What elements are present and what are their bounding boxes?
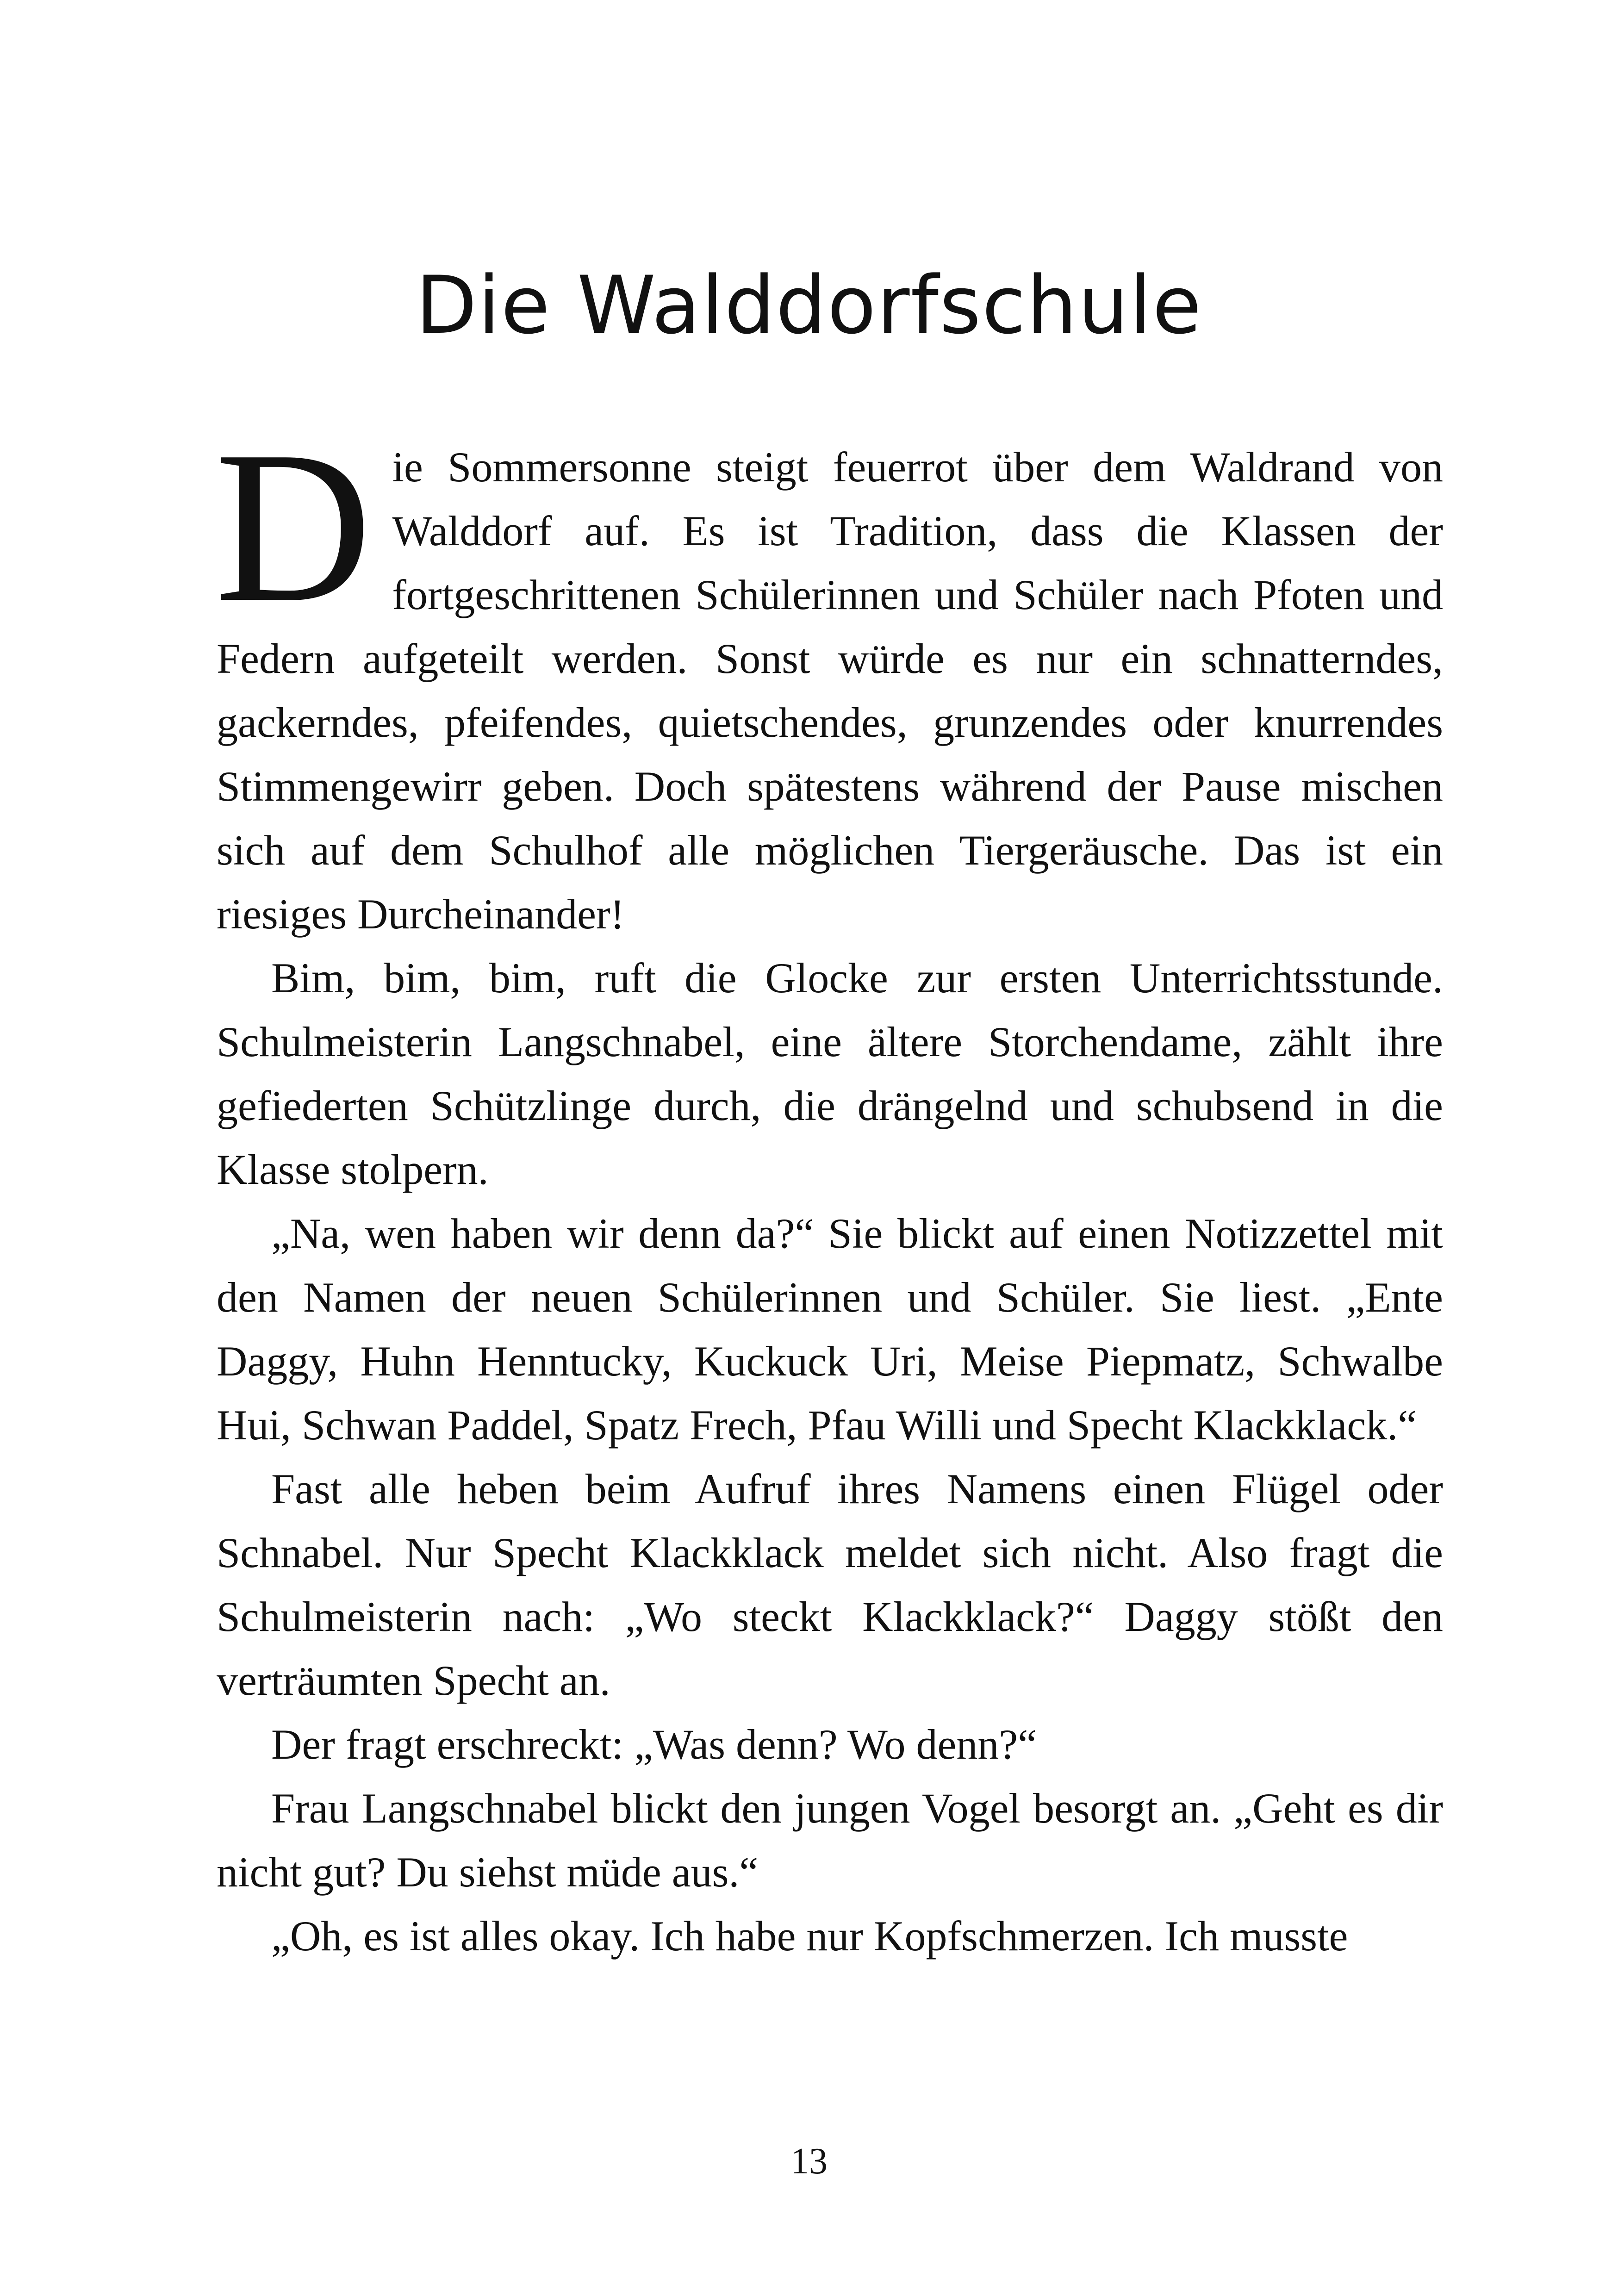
paragraph-6: Frau Langschnabel blickt den jungen Vogel besorgt an. „Geht es dir nicht gut? Du siehst müde aus.“ (217, 1785, 1443, 1896)
body-text (215, 406, 1443, 1968)
paragraph-2: Bim, bim, bim, ruft die Glocke zur ersten Unterrichtsstunde. Schulmeisterin Langschnabel, eine ältere Storchendame, zählt ihre gefiederten Schützlinge durch, die drängelnd und schubsend in die Klasse stolpern. (217, 954, 1443, 1193)
paragraph-1 (215, 406, 1443, 946)
page-number: 13 (790, 2141, 828, 2182)
drop-cap: D (215, 406, 372, 647)
paragraph-4: Fast alle heben beim Aufruf ihres Namens einen Flügel oder Schnabel. Nur Specht Klackklack meldet sich nicht. Also fragt die Schulmeisterin nach: „Wo steckt Klackklack?“ Daggy stößt den verträumten Specht an. (217, 1465, 1443, 1704)
chapter-title: Die Walddorfschule (416, 259, 1202, 352)
paragraph-5: Der fragt erschreckt: „Was denn? Wo denn?“ (271, 1721, 1037, 1768)
paragraph-7: „Oh, es ist alles okay. Ich habe nur Kopfschmerzen. Ich musste (271, 1912, 1348, 1960)
paragraph-3: „Na, wen haben wir denn da?“ Sie blickt auf einen Notizzettel mit den Namen der neuen Schülerinnen und Schüler. Sie liest. „Ente Daggy, Huhn Henntucky, Kuckuck Uri, Meise Piepmatz, Schwalbe Hui, Schwan Paddel, Spatz Frech, Pfau Willi und Specht Klackklack.“ (217, 1210, 1443, 1449)
paragraph-1-text: ie Sommersonne steigt feuerrot über dem Waldrand von Walddorf auf. Es ist Tradition, dass die Klassen der fortgeschrittenen Schülerinnen und Schüler nach Pfoten und Federn aufgeteilt werden. Sonst würde es nur ein schnatterndes, gackerndes, pfeifendes, quietschendes, grunzendes oder knurrendes Stimmengewirr geben. Doch spätestens während der Pause mischen sich auf dem Schulhof alle möglichen Tiergeräusche. Das ist ein riesiges Durcheinander! (217, 443, 1443, 938)
